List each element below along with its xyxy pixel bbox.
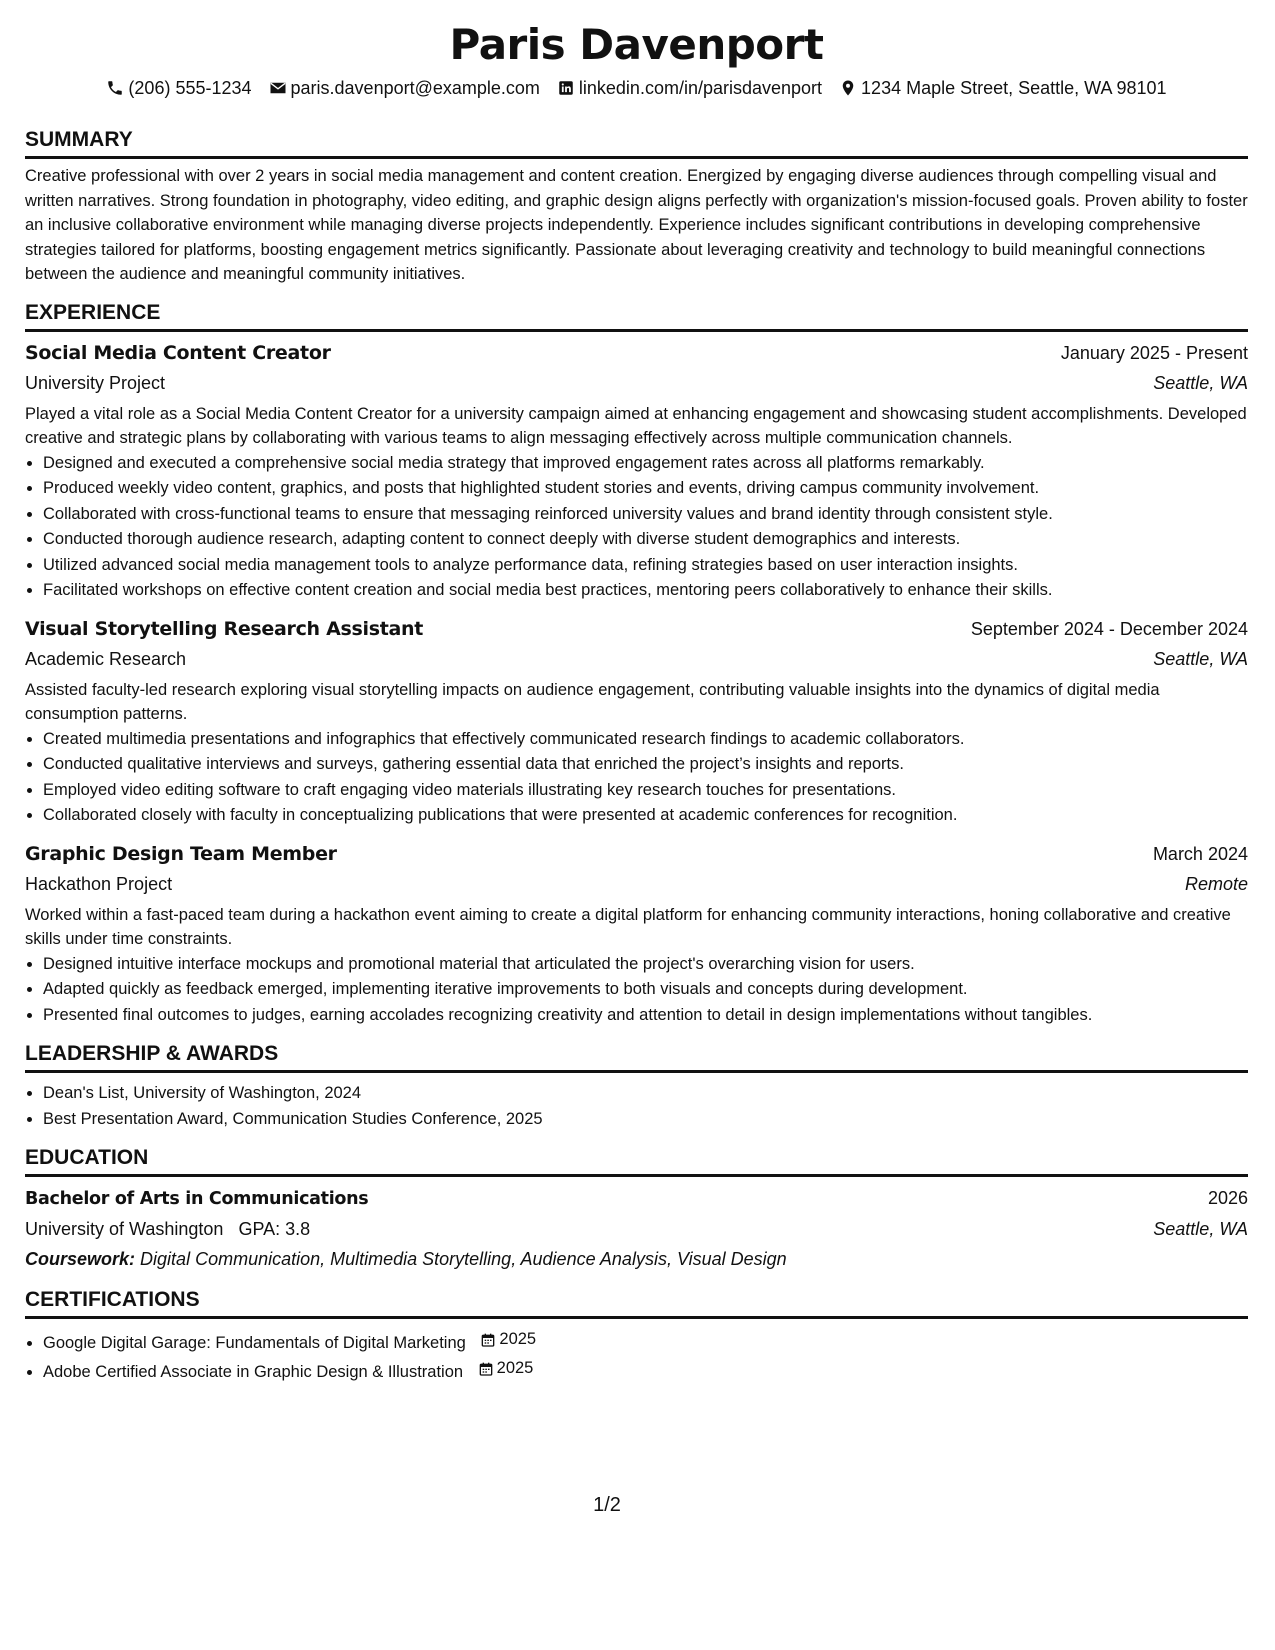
page-number: 1/2 (593, 1494, 621, 1516)
job-entry (25, 839, 1248, 1029)
summary-heading: SUMMARY (25, 126, 1248, 159)
job-date: September 2024 - December 2024 (970, 618, 1248, 639)
summary-text: Creative professional with over 2 years in social media management and content creation. Energized by engaging diverse audiences through compelling visual and written narratives. Strong foundation in photography, video editing, and graphic design aligns perfectly with organization's mission-focused goals. Proven ability to foster an inclusive collaborative environment while managing diverse projects independently. Experience includes significant contributions in developing comprehensive strategies tailored for platforms, boosting engagement metrics significantly. Passionate about leveraging creativity and technology to build meaningful connections between the audience and meaningful community initiatives. (25, 167, 1248, 283)
experience-section (25, 299, 1248, 1029)
list-item: • Conducted thorough audience research, adapting content to connect deeply with diverse student demographics and interests. (43, 527, 1248, 553)
list-item: • Collaborated closely with faculty in conceptualizing publications that were presented at academic conferences for recognition. (43, 803, 1248, 829)
address-text: 1234 Maple Street, Seattle, WA 98101 (861, 78, 1167, 98)
certifications-section (25, 1286, 1248, 1386)
job-bullets (25, 451, 1248, 604)
experience-heading: EXPERIENCE (25, 299, 1248, 332)
leadership-heading: LEADERSHIP & AWARDS (25, 1040, 1248, 1073)
contact-phone (106, 76, 251, 100)
certification-year: 2025 (499, 1330, 537, 1348)
certification-date (480, 1327, 536, 1353)
job-title: Graphic Design Team Member (25, 842, 337, 865)
certification-date (478, 1356, 534, 1382)
certifications-list (25, 1327, 1248, 1386)
certification-name: Google Digital Garage: Fundamentals of Digital Marketing (43, 1333, 466, 1352)
calendar-icon (478, 1361, 494, 1377)
gpa: GPA: 3.8 (238, 1219, 311, 1239)
calendar-icon (480, 1332, 496, 1348)
list-item: • Best Presentation Award, Communication Studies Conference, 2025 (43, 1107, 1248, 1133)
job-organization: University Project (25, 372, 166, 393)
education-section (25, 1144, 1248, 1274)
graduation-year: 2026 (1207, 1188, 1248, 1208)
summary-section (25, 126, 1248, 287)
certification-year: 2025 (496, 1359, 534, 1378)
phone-text: (206) 555-1234 (128, 78, 252, 98)
school-location: Seattle, WA (1153, 1219, 1248, 1239)
leadership-section (25, 1040, 1248, 1132)
candidate-name: Paris Davenport (449, 20, 824, 69)
linkedin-link[interactable]: linkedin.com/in/parisdavenport (578, 78, 823, 98)
degree-title: Bachelor of Arts in Communications (25, 1189, 369, 1209)
job-title: Visual Storytelling Research Assistant (25, 617, 424, 640)
list-item: • Created multimedia presentations and infographics that effectively communicated research findings to academic collaborators. (43, 727, 1248, 753)
list-item (43, 1356, 1248, 1385)
list-item (43, 1327, 1248, 1356)
list-item: • Designed and executed a comprehensive social media strategy that improved engagement rates across all platforms remarkably. (43, 451, 1248, 477)
school-and-gpa (25, 1214, 310, 1244)
education-entry (25, 1183, 1248, 1274)
coursework-label: Coursework: (25, 1249, 136, 1269)
job-date: March 2024 (1152, 843, 1248, 864)
awards-list (25, 1081, 1248, 1132)
list-item: • Presented final outcomes to judges, earning accolades recognizing creativity and attention to detail in design implementations without tangibles. (43, 1003, 1248, 1029)
contact-address (839, 76, 1167, 100)
linkedin-icon (557, 79, 575, 97)
certification-name: Adobe Certified Associate in Graphic Design & Illustration (43, 1363, 464, 1381)
education-heading: EDUCATION (25, 1144, 1248, 1177)
job-entry (25, 338, 1248, 604)
map-pin-icon (839, 79, 857, 97)
job-description: Played a vital role as a Social Media Content Creator for a university campaign aimed at enhancing engagement and showcasing student accomplishments. Developed creative and strategic plans by collaborating with various teams to align messaging effectively across multiple communication channels. (25, 404, 1247, 447)
job-date: January 2025 - Present (1060, 342, 1248, 363)
coursework (25, 1244, 1248, 1274)
job-organization: Academic Research (25, 648, 187, 669)
list-item: • Conducted qualitative interviews and surveys, gathering essential data that enriched the project’s insights and reports. (43, 752, 1248, 778)
contact-email[interactable] (269, 76, 540, 100)
job-organization: Hackathon Project (25, 873, 173, 894)
certifications-heading: CERTIFICATIONS (25, 1286, 1248, 1319)
job-location: Remote (1184, 873, 1248, 894)
list-item: • Employed video editing software to craft engaging video materials illustrating key research touches for presentations. (43, 778, 1248, 804)
list-item: • Collaborated with cross-functional teams to ensure that messaging reinforced university values and brand identity through consistent style. (43, 502, 1248, 528)
email-link[interactable]: paris.davenport@example.com (290, 78, 540, 98)
school-name: University of Washington (25, 1219, 224, 1239)
job-title: Social Media Content Creator (25, 341, 331, 364)
contact-linkedin[interactable] (557, 76, 822, 100)
list-item: • Dean's List, University of Washington, 2024 (43, 1081, 1248, 1107)
resume-page (25, 18, 1248, 1386)
envelope-icon (269, 79, 287, 97)
job-location: Seattle, WA (1153, 648, 1248, 669)
list-item: • Utilized advanced social media management tools to analyze performance data, refining strategies based on user interaction insights. (43, 553, 1248, 579)
job-bullets (25, 727, 1248, 829)
phone-icon (106, 79, 124, 97)
list-item: • Adapted quickly as feedback emerged, implementing iterative improvements to both visuals and concepts during development. (43, 977, 1248, 1003)
list-item: • Designed intuitive interface mockups and promotional material that articulated the project's overarching vision for users. (43, 952, 1248, 978)
list-item: • Facilitated workshops on effective content creation and social media best practices, mentoring peers collaboratively to enhance their skills. (43, 578, 1248, 604)
coursework-list: Digital Communication, Multimedia Storytelling, Audience Analysis, Visual Design (140, 1249, 787, 1269)
contact-bar (25, 76, 1248, 100)
job-bullets (25, 952, 1248, 1029)
job-entry (25, 614, 1248, 829)
job-description: Worked within a fast-paced team during a hackathon event aiming to create a digital platform for enhancing community interactions, honing collaborative and creative skills under time constraints. (25, 905, 1231, 948)
list-item: • Produced weekly video content, graphics, and posts that highlighted student stories and events, driving campus community involvement. (43, 476, 1248, 502)
job-description: Assisted faculty-led research exploring visual storytelling impacts on audience engagement, contributing valuable insights into the dynamics of digital media consumption patterns. (25, 680, 1160, 723)
job-location: Seattle, WA (1153, 372, 1248, 393)
